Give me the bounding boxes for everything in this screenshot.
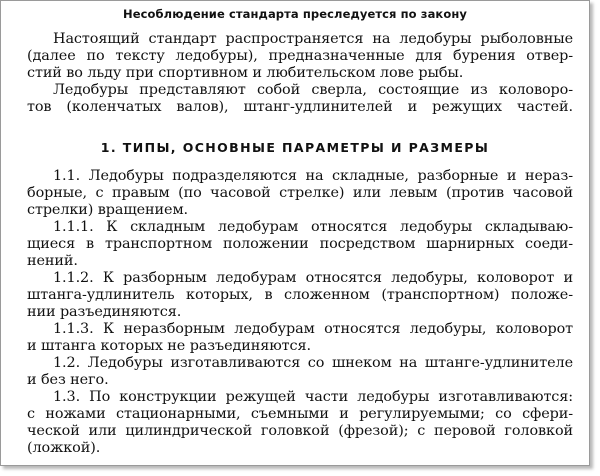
paragraph-line: с ножами стационарными, съемными и регулируемыми; со сфери- [27, 406, 573, 422]
paragraph-line: и без него. [27, 372, 109, 388]
intro-line: стий во льду при спортивном и любительском лове рыбы. [27, 65, 464, 81]
paragraph-line: 1.1.1. К складным ледобурам относятся ледобуры складываю- [53, 219, 573, 235]
intro-line: тов (коленчатых валов), штанг-удлинителей и режущих частей. [27, 99, 573, 115]
paragraph-line: 1.1. Ледобуры подразделяются на складные, разборные и нераз- [53, 168, 573, 184]
paragraph-line: борные, с правым (по часовой стрелке) или левым (против часовой [27, 185, 573, 201]
paragraph-line: и штанга которых не разъединяются. [27, 338, 311, 354]
paragraph-line: нений. [27, 253, 78, 269]
paragraph-line: (ложкой). [27, 440, 101, 456]
paragraph-line: 1.1.2. К разборным ледобурам относятся ледобуры, коловорот и [53, 270, 573, 286]
paragraph-line: 1.2. Ледобуры изготавливаются со шнеком на штанге-удлинителе [53, 355, 573, 371]
section-title: 1. ТИПЫ, ОСНОВНЫЕ ПАРАМЕТРЫ И РАЗМЕРЫ [100, 140, 490, 155]
paragraph-line: 1.3. По конструкции режущей части ледобуры изготавливаются: [53, 389, 573, 405]
paragraph-line: стрелки) вращением. [27, 202, 189, 218]
intro-line: (далее по тексту ледобуры), предназначенные для бурения отвер- [27, 48, 573, 64]
paragraph-line: щиеся в транспортном положении посредством шарнирных соеди- [27, 236, 573, 252]
intro-line: Ледобуры представляют собой сверла, состоящие из коловоро- [53, 82, 573, 98]
paragraph-line: нии разъединяются. [27, 304, 182, 320]
legal-notice: Несоблюдение стандарта преследуется по закону [123, 7, 467, 21]
paragraph-line: штанга-удлинитель которых, в сложенном (транспортном) положе- [27, 287, 573, 303]
paragraph-line: ческой или цилиндрической головкой (фрезой); с перовой головкой [27, 423, 573, 439]
intro-line: Настоящий стандарт распространяется на ледобуры рыболовные [53, 31, 573, 47]
paragraph-line: 1.1.3. К неразборным ледобурам относятся ледобуры, коловорот [53, 321, 573, 337]
